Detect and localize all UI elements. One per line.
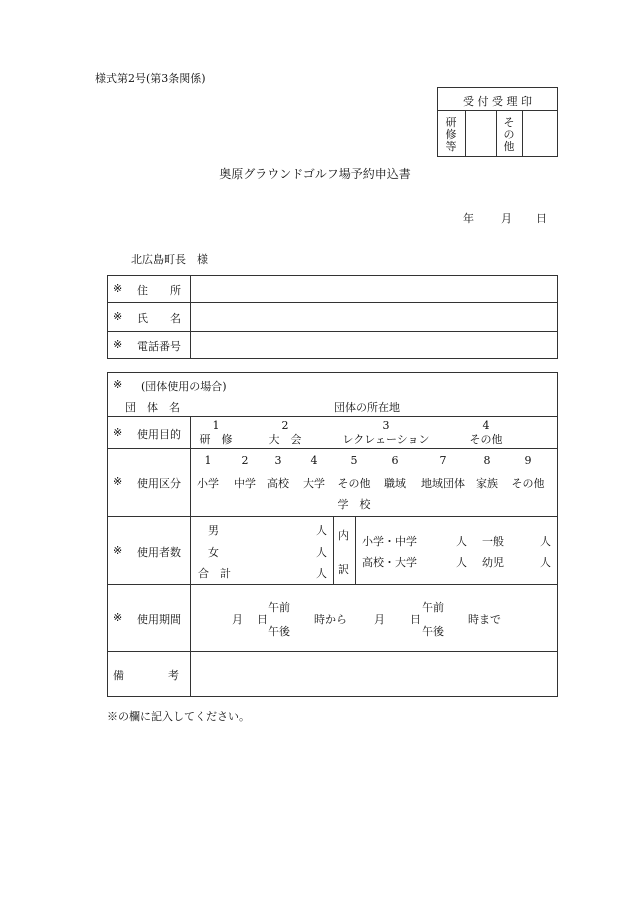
- divider: [496, 110, 497, 157]
- form-number: 様式第2号(第3条関係): [95, 72, 206, 85]
- period-label: 使用期間: [137, 613, 181, 626]
- purpose-option-num: 1: [212, 419, 220, 432]
- category-option-family[interactable]: 家族: [476, 477, 498, 490]
- date-month: 月: [501, 212, 512, 225]
- required-mark: ※: [113, 426, 123, 439]
- required-mark: ※: [113, 310, 123, 323]
- period-start-pm: 午後: [268, 625, 290, 638]
- receipt-other-label: その他: [503, 116, 515, 153]
- receipt-training-label: 研修等: [445, 116, 457, 153]
- divider: [465, 110, 466, 157]
- address-label: 住 所: [137, 284, 181, 297]
- category-num: 5: [350, 454, 358, 467]
- unit-label: 人: [456, 535, 467, 548]
- category-num: 9: [524, 454, 532, 467]
- period-from: 時から: [314, 613, 347, 626]
- unit-label: 人: [540, 556, 551, 569]
- users-label: 使用者数: [137, 546, 181, 559]
- category-num: 8: [483, 454, 491, 467]
- period-end-pm: 午後: [422, 625, 444, 638]
- period-end-month: 月: [374, 613, 385, 626]
- purpose-label: 使用目的: [137, 428, 181, 441]
- divider: [107, 584, 558, 585]
- category-option-high-school[interactable]: 高校: [267, 477, 289, 490]
- category-option-community-group[interactable]: 地域団体: [421, 477, 465, 490]
- category-option-workplace[interactable]: 職域: [384, 477, 406, 490]
- addressee: 北広島町長 様: [131, 253, 208, 266]
- required-mark: ※: [113, 611, 123, 624]
- period-end-day: 日: [410, 613, 421, 626]
- required-mark: ※: [113, 475, 123, 488]
- unit-label: 人: [316, 524, 327, 537]
- footnote: ※の欄に記入してください。: [107, 710, 250, 723]
- phone-label: 電話番号: [137, 340, 181, 353]
- period-end-am: 午前: [422, 601, 444, 614]
- category-option-other[interactable]: その他: [511, 477, 545, 490]
- page-title: 奥原グラウンドゴルフ場予約申込書: [219, 167, 411, 181]
- address-field[interactable]: [191, 276, 557, 302]
- group-name-label: 団 体 名: [125, 401, 180, 414]
- purpose-option-num: 3: [382, 419, 390, 432]
- general-label: 一般: [482, 535, 504, 548]
- name-label: 氏 名: [137, 312, 181, 325]
- purpose-option-num: 2: [281, 419, 289, 432]
- divider: [522, 110, 523, 157]
- date-year: 年: [463, 212, 474, 225]
- infant-label: 幼児: [482, 556, 504, 569]
- divider: [355, 516, 356, 584]
- phone-field[interactable]: [191, 332, 557, 359]
- period-start-month: 月: [232, 613, 243, 626]
- category-option-elementary[interactable]: 小学: [197, 477, 219, 490]
- period-until: 時まで: [468, 613, 501, 626]
- name-field[interactable]: [191, 303, 557, 331]
- remarks-label: 備 考: [113, 669, 179, 682]
- unit-label: 人: [316, 567, 327, 580]
- required-mark: ※: [113, 378, 123, 391]
- category-num: 7: [439, 454, 447, 467]
- purpose-option-training[interactable]: 研 修: [199, 433, 233, 446]
- required-mark: ※: [113, 282, 123, 295]
- divider: [107, 448, 558, 449]
- receipt-header: 受 付 受 理 印: [463, 95, 532, 108]
- female-label: 女: [208, 546, 219, 559]
- purpose-option-num: 4: [482, 419, 490, 432]
- category-num: 3: [274, 454, 282, 467]
- divider: [437, 110, 558, 111]
- category-num: 4: [310, 454, 318, 467]
- purpose-option-recreation[interactable]: レクレェーション: [342, 433, 430, 446]
- purpose-option-other[interactable]: その他: [469, 433, 503, 446]
- period-start-day: 日: [257, 613, 268, 626]
- divider: [333, 516, 334, 584]
- period-start-am: 午前: [268, 601, 290, 614]
- unit-label: 人: [316, 546, 327, 559]
- category-num: 6: [391, 454, 399, 467]
- remarks-field[interactable]: [191, 652, 557, 696]
- category-num: 1: [204, 454, 212, 467]
- category-option-junior-high[interactable]: 中学: [234, 477, 256, 490]
- unit-label: 人: [540, 535, 551, 548]
- category-num: 2: [241, 454, 249, 467]
- group-note: (団体使用の場合): [141, 380, 227, 393]
- male-label: 男: [208, 524, 219, 537]
- category-option-school-other[interactable]: その他: [337, 477, 371, 490]
- category-option-university[interactable]: 大学: [303, 477, 325, 490]
- category-label: 使用区分: [137, 477, 181, 490]
- high-univ-label: 高校・大学: [362, 556, 417, 569]
- total-label: 合 計: [198, 567, 231, 580]
- breakdown-label-top: 内: [338, 529, 349, 542]
- purpose-option-tournament[interactable]: 大 会: [268, 433, 302, 446]
- date-day: 日: [536, 212, 547, 225]
- unit-label: 人: [456, 556, 467, 569]
- divider: [107, 416, 558, 417]
- required-mark: ※: [113, 544, 123, 557]
- required-mark: ※: [113, 338, 123, 351]
- group-address-label: 団体の所在地: [334, 401, 400, 414]
- school-group-label: 学 校: [337, 498, 371, 511]
- breakdown-label-bottom: 訳: [338, 563, 349, 576]
- elem-mid-label: 小学・中学: [362, 535, 417, 548]
